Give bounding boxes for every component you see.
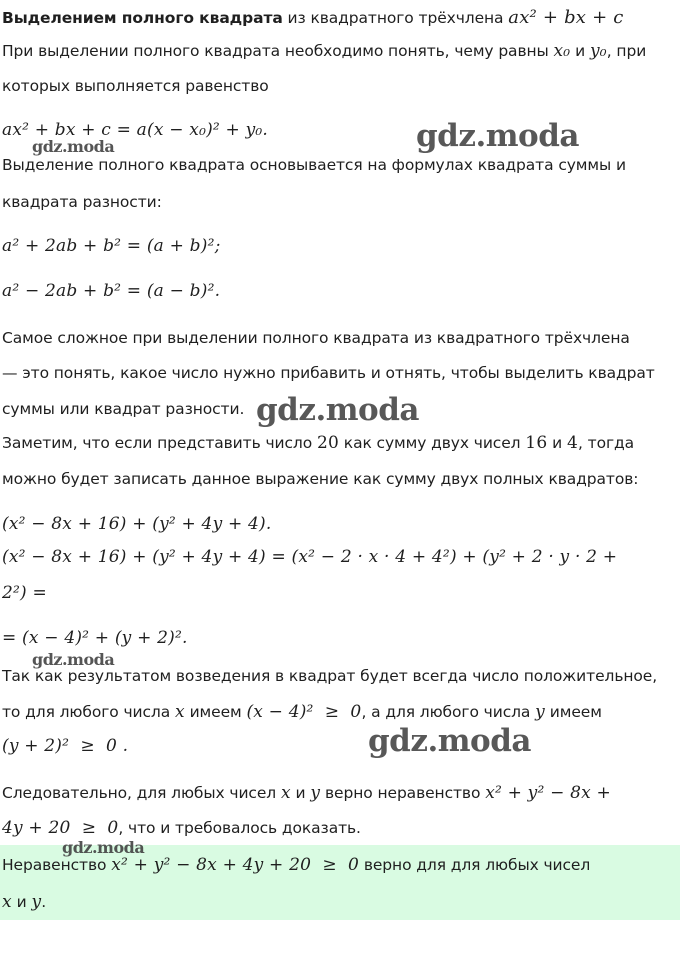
text: верно для для любых чисел	[359, 856, 591, 874]
intro-title-bold: Выделением полного квадрата	[2, 9, 283, 27]
inequality-y: (y + 2)² ≥ 0 .	[2, 736, 129, 756]
answer-line-2	[2, 892, 46, 912]
math-x: x	[280, 783, 291, 803]
math-16: 16	[525, 433, 548, 453]
text: и	[290, 784, 311, 802]
text: и	[11, 893, 32, 911]
paragraph-4-line-1	[2, 433, 634, 453]
math-x: x	[2, 892, 12, 912]
text: При выделении полного квадрата необходимо понять, чему равны	[2, 42, 554, 60]
equation-3: a² − 2ab + b² = (a − b)².	[2, 281, 221, 301]
text: , что и требовалось доказать.	[118, 819, 361, 837]
text: , при	[606, 42, 647, 60]
math-y: y	[535, 702, 545, 722]
watermark-logo: gdz.moda	[32, 137, 115, 156]
paragraph-5-line-2	[2, 702, 602, 722]
text: имеем	[184, 703, 247, 721]
watermark-logo: gdz.moda	[32, 650, 115, 669]
paragraph-3-line-3: суммы или квадрат разности.	[2, 400, 245, 418]
text: , а для любого числа	[361, 703, 536, 721]
equation-5-continued: 2²) =	[2, 583, 47, 603]
math-20: 20	[316, 433, 339, 453]
math-x0: x₀	[553, 41, 571, 61]
intro-line	[2, 8, 624, 28]
watermark-logo: gdz.moda	[368, 723, 531, 759]
text: имеем	[544, 703, 602, 721]
intro-title-rest: из квадратного трёхчлена	[282, 9, 509, 27]
math-y: y	[310, 783, 321, 803]
math-inequality: x² + y² − 8x + 4y + 20 ≥ 0	[111, 855, 359, 875]
text: Следовательно, для любых чисел	[2, 784, 281, 802]
equation-1: ax² + bx + c = a(x − x₀)² + y₀.	[2, 120, 269, 140]
equation-4: (x² − 8x + 16) + (y² + 4y + 4).	[2, 514, 272, 534]
intro-math: ax² + bx + c	[508, 7, 624, 28]
paragraph-1-line-2: которых выполняется равенство	[2, 77, 269, 95]
paragraph-6-line-1	[2, 783, 611, 803]
math-y: y	[31, 892, 42, 912]
math-expression: x² + y² − 8x +	[485, 783, 611, 803]
text: , тогда	[578, 434, 635, 452]
paragraph-2-line-1: Выделение полного квадрата основывается на формулах квадрата суммы и	[2, 156, 626, 174]
math-inequality-x: (x − 4)² ≥ 0	[246, 702, 362, 722]
answer-line-1	[2, 855, 590, 875]
text: верно неравенство	[320, 784, 486, 802]
text: и	[547, 434, 567, 452]
watermark-logo: gdz.moda	[256, 392, 419, 428]
text: .	[41, 893, 47, 911]
paragraph-5-line-1: Так как результатом возведения в квадрат будет всегда число положительное,	[2, 667, 658, 685]
paragraph-1-line-1	[2, 41, 646, 61]
watermark-logo: gdz.moda	[416, 118, 579, 154]
equation-2: a² + 2ab + b² = (a + b)²;	[2, 236, 221, 256]
equation-5: (x² − 8x + 16) + (y² + 4y + 4) = (x² − 2 · x · 4 + 4²) + (y² + 2 · y · 2 +	[2, 547, 618, 567]
watermark-logo: gdz.moda	[62, 838, 145, 857]
text: то для любого числа	[2, 703, 175, 721]
text: как сумму двух чисел	[338, 434, 526, 452]
paragraph-3-line-1: Самое сложное при выделении полного квадрата из квадратного трёхчлена	[2, 329, 630, 347]
text: и	[570, 42, 590, 60]
math-y0: y₀	[589, 41, 607, 61]
math-expression: 4y + 20 ≥ 0	[2, 818, 119, 838]
paragraph-6-line-2	[2, 818, 361, 838]
text: Заметим, что если представить число	[2, 434, 317, 452]
paragraph-2-line-2: квадрата разности:	[2, 193, 162, 211]
paragraph-4-line-2: можно будет записать данное выражение как сумму двух полных квадратов:	[2, 470, 639, 488]
text: Неравенство	[2, 856, 112, 874]
paragraph-3-line-2: — это понять, какое число нужно прибавить и отнять, чтобы выделить квадрат	[2, 364, 655, 382]
math-4: 4	[566, 433, 579, 453]
math-x: x	[174, 702, 185, 722]
equation-6: = (x − 4)² + (y + 2)².	[2, 628, 188, 648]
